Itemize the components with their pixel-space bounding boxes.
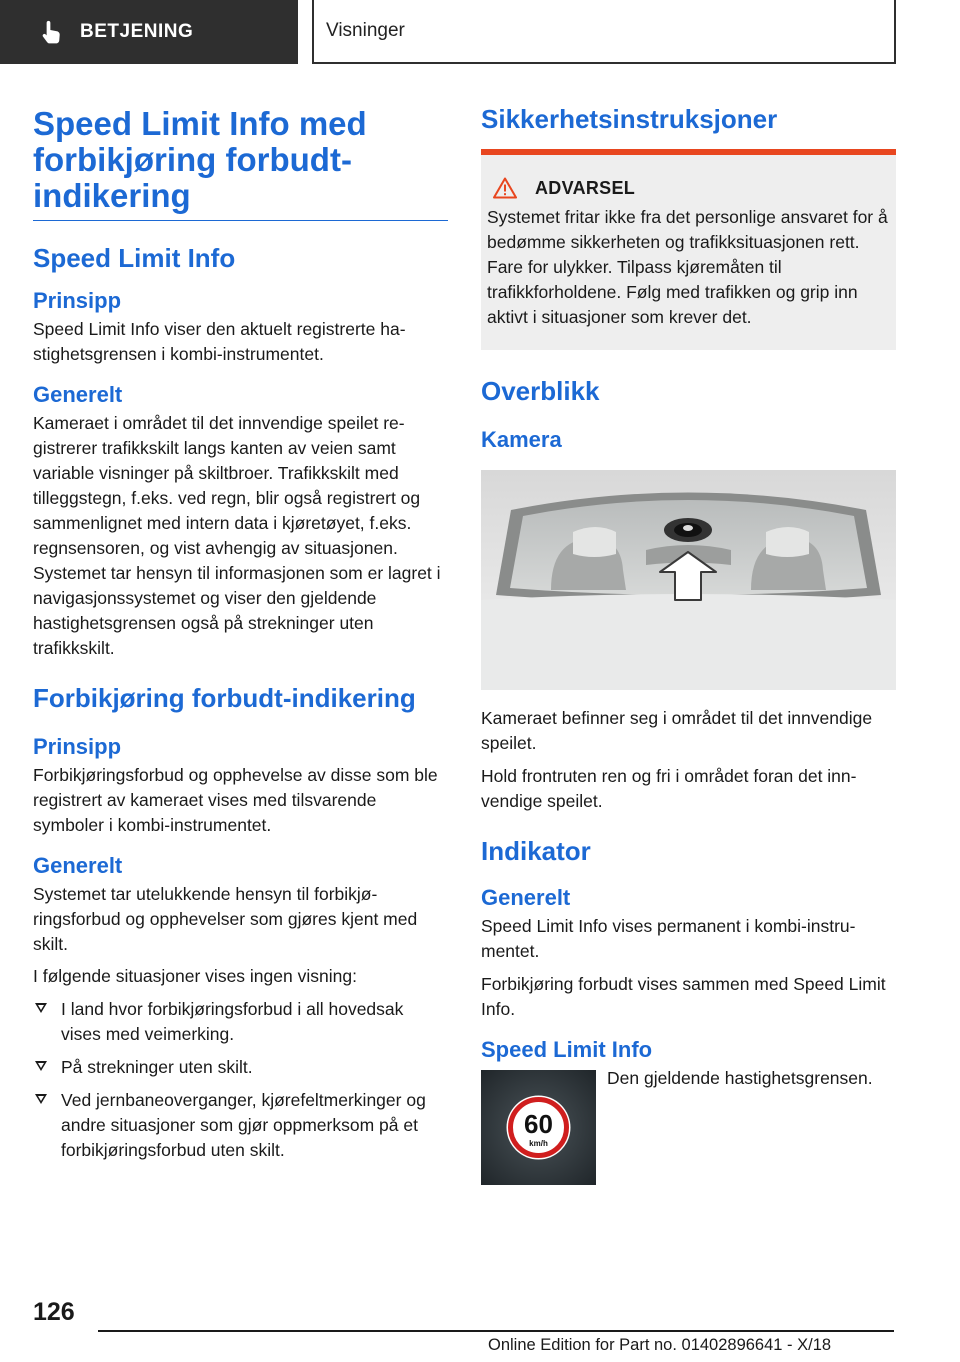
list-item: I land hvor forbikjøringsforbud i all hovedsak vises med veimerking.: [33, 997, 448, 1047]
warning-text: Systemet fritar ikke fra det personlige ansvaret for å bedømme sikkerheten og trafikksituasjonen rett. Fare for ulykker. Tilpass kjøremåten til trafikkforholdene. Følg med trafikken og grip inn aktivt i situasjoner som krever det.: [487, 207, 888, 327]
heading-prinsipp-2: Prinsipp: [33, 734, 122, 759]
section-label: BETJENING: [80, 21, 194, 42]
page-number: 126: [33, 1298, 75, 1326]
bullet-list: [33, 997, 448, 1163]
paragraph-situasjoner: I følgende situasjoner vises ingen visning:: [33, 966, 357, 986]
speed-value: 60: [524, 1109, 553, 1139]
paragraph-prinsipp: Speed Limit Info viser den aktuelt registrerte hastighetsgrensen i kombi-instrumentet.: [33, 319, 406, 364]
warning-title: ADVARSEL: [535, 177, 636, 198]
heading-generelt: Generelt: [33, 382, 123, 407]
speed-limit-row: [481, 1070, 896, 1185]
paragraph-generelt-2: Systemet tar utelukkende hensyn til forbikjøringsforbud og opphevelser som gjøres kjent med skilt.: [33, 884, 418, 954]
bullet-triangle-icon: [35, 1003, 47, 1013]
speed-caption: Den gjeldende hastighetsgrensen.: [607, 1068, 873, 1088]
heading-prinsipp: Prinsipp: [33, 288, 122, 313]
heading-kamera: Kamera: [481, 427, 562, 452]
subsection-tab: [312, 0, 896, 64]
heading-overblikk: Overblikk: [481, 376, 600, 406]
footer-divider: [98, 1330, 894, 1332]
bullet-triangle-icon: [35, 1094, 47, 1104]
paragraph-prinsipp-2: Forbikjøringsforbud og opphevelse av disse som ble registrert av kameraet vises med tilsvarende symboler i kombi-instrumentet.: [33, 765, 438, 835]
left-column: [33, 100, 448, 1171]
list-item: På strekninger uten skilt.: [33, 1055, 448, 1080]
warning-box: [481, 149, 896, 350]
right-column: [481, 100, 896, 1185]
paragraph-kamera-2: Hold frontruten ren og fri i området foran det innvendige speilet.: [481, 766, 857, 811]
list-item: Ved jernbaneoverganger, kjørefeltmerkinger og andre situasjoner som gjør oppmerksom på et forbikjøringsforbud uten skilt.: [33, 1088, 448, 1163]
pointing-hand-icon: [38, 18, 66, 46]
heading-generelt-indikator: Generelt: [481, 885, 571, 910]
footer-edition: Online Edition for Part no. 01402896641 - X/18: [488, 1336, 832, 1354]
heading-indikator: Indikator: [481, 836, 591, 866]
heading-speed-limit-info: Speed Limit Info: [33, 243, 236, 273]
speed-unit: km/h: [529, 1139, 548, 1148]
heading-speed-limit-info-2: Speed Limit Info: [481, 1037, 653, 1062]
heading-generelt-2: Generelt: [33, 853, 123, 878]
warning-triangle-icon: [493, 177, 517, 199]
camera-location-image: [481, 470, 896, 690]
bullet-triangle-icon: [35, 1061, 47, 1071]
section-tab: [0, 0, 298, 64]
speed-limit-display-image: [481, 1070, 596, 1185]
warning-header: [487, 177, 888, 199]
page-header: [0, 0, 960, 66]
paragraph-indikator-2: Forbikjøring forbudt vises sammen med Speed Limit Info.: [481, 974, 886, 1019]
page-title: Speed Limit Info med forbikjøring forbudt-indikering: [33, 106, 448, 221]
paragraph-kamera-1: Kameraet befinner seg i området til det innvendige speilet.: [481, 708, 873, 753]
heading-forbikjoring: Forbikjøring forbudt-indikering: [33, 683, 416, 713]
heading-sikkerhet: Sikkerhetsinstruksjoner: [481, 104, 778, 134]
subsection-label: Visninger: [326, 20, 405, 41]
paragraph-generelt: Kameraet i området til det innvendige speilet registrerer trafikkskilt langs kanten av veien samt variable visninger på skiltbroer. Trafikkskilt med tilleggstegn, f.eks. ved regn, blir også registrert og sammenlignet med intern data i kjøretøyet, f.eks. regnsensoren, og vist avhengig av situasjonen. Systemet tar hensyn til informasjonen som er lagret i navigasjonssystemet og viser den gjeldende hastighetsgrensen også på strekninger uten trafikkskilt.: [33, 413, 441, 658]
paragraph-indikator-1: Speed Limit Info vises permanent i kombi-instrumentet.: [481, 916, 856, 961]
